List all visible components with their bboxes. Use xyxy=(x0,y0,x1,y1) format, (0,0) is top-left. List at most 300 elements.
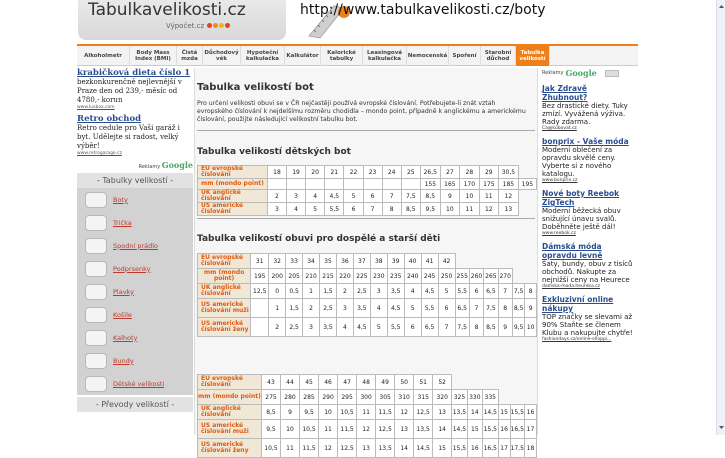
table-cell: 8 xyxy=(498,299,512,318)
table-cell: 10,5 xyxy=(299,420,318,439)
clothing-icon xyxy=(85,238,107,254)
adult-size-table-2 xyxy=(197,374,537,458)
reklamy-label-right: Reklamy xyxy=(542,70,564,76)
table-cell: 5,5 xyxy=(421,299,438,318)
nav-item-2[interactable]: Čistá mzda xyxy=(177,46,203,66)
right-ad-title[interactable]: Nové boty Reebok ZigTech xyxy=(542,189,620,207)
table-cell: 51 xyxy=(414,375,433,390)
table-cell: 260 xyxy=(469,269,483,284)
table-cell: 39 xyxy=(387,254,404,269)
sidebar-item-label: Kalhoty xyxy=(113,333,138,342)
left-sidebar xyxy=(77,68,193,435)
nav-item-0[interactable]: Alkoholmetr xyxy=(77,46,130,66)
table-cell: 8,5 xyxy=(512,299,524,318)
nav-item-8[interactable]: Nemocenská xyxy=(407,46,449,66)
table-cell: 16 xyxy=(524,405,536,420)
sidebar-item-0[interactable] xyxy=(77,188,193,211)
right-ads-list xyxy=(542,84,634,342)
table-cell xyxy=(382,179,401,190)
table-cell: 12 xyxy=(499,190,519,203)
table-cell: 8,5 xyxy=(401,203,420,216)
table-cell: 13 xyxy=(433,405,452,420)
table-cell: 15 xyxy=(498,405,510,420)
table-row xyxy=(198,318,537,337)
table-cell: 185 xyxy=(499,179,519,190)
table-cell: 15 xyxy=(467,420,482,439)
table-cell: 13,5 xyxy=(375,439,394,458)
sidebar-item-3[interactable] xyxy=(77,257,193,280)
table-cell: 23 xyxy=(363,166,382,179)
table-cell: 8,5 xyxy=(420,190,440,203)
table-cell: 215 xyxy=(320,269,337,284)
left-ad-text: bezkonkurenčně nejlevnější v Praze den od 239,- měsíc od 4780,- korun xyxy=(77,78,182,104)
table-row xyxy=(198,375,537,390)
table-cell: 9 xyxy=(525,299,537,318)
right-ad-title[interactable]: bonprix - Vaše móda xyxy=(542,137,629,146)
table-cell: 330 xyxy=(467,390,482,405)
table-cell: 10 xyxy=(440,203,459,216)
table-cell: 0,5 xyxy=(286,284,303,299)
table-cell: 4 xyxy=(287,203,306,216)
table-cell: 25 xyxy=(401,166,420,179)
table-cell: 6 xyxy=(438,299,455,318)
table-cell: 250 xyxy=(438,269,455,284)
table-cell: 17,5 xyxy=(510,439,524,458)
row-label: US americké číslování ženy xyxy=(198,439,262,458)
table-row xyxy=(198,179,537,190)
table-cell: 9 xyxy=(440,190,459,203)
table-row xyxy=(198,439,537,458)
table-cell: 18 xyxy=(524,439,536,458)
sidebar-item-label: Podprsenky xyxy=(113,264,151,273)
table-cell: 1 xyxy=(303,284,320,299)
sidebar-item-4[interactable] xyxy=(77,280,193,303)
table-cell: 3,5 xyxy=(353,299,370,318)
table-cell: 50 xyxy=(395,375,414,390)
sidebar-item-6[interactable] xyxy=(77,326,193,349)
table-cell: 10 xyxy=(460,190,479,203)
table-cell: 11 xyxy=(319,420,338,439)
table-cell: 7 xyxy=(498,284,512,299)
google-label-right: Google xyxy=(565,68,597,78)
table-cell: 47 xyxy=(337,375,356,390)
table-cell: 7 xyxy=(382,190,401,203)
table-cell: 13,5 xyxy=(452,405,468,420)
sidebar-item-label: Boty xyxy=(113,195,128,204)
table-cell: 3 xyxy=(336,299,353,318)
table-cell: 12 xyxy=(319,439,338,458)
row-label: UK anglické číslování xyxy=(198,284,251,299)
table-cell: 5,5 xyxy=(325,203,344,216)
sidebar-item-2[interactable] xyxy=(77,234,193,257)
table-cell: 10 xyxy=(525,318,537,337)
table-cell: 325 xyxy=(452,390,468,405)
table-cell: 9,5 xyxy=(261,420,280,439)
left-ad xyxy=(77,114,193,156)
table-cell: 6 xyxy=(363,190,382,203)
right-ad xyxy=(542,189,634,236)
right-ad-text: TOP značky se slevami až 90% Staňte se členem Klubu a nakupujte chytře! xyxy=(542,313,633,337)
sidebar-item-label: Trička xyxy=(113,218,132,227)
table-cell: 46 xyxy=(319,375,338,390)
table-cell: 14,5 xyxy=(452,420,468,439)
row-label: mm (mondo point) xyxy=(198,269,251,284)
table-cell xyxy=(251,299,269,318)
nav-item-7[interactable]: Leasingová kalkulačka xyxy=(363,46,407,66)
table-cell: 11 xyxy=(357,405,376,420)
table-cell: 315 xyxy=(414,390,433,405)
clothing-icon xyxy=(85,307,107,323)
table-cell: 170 xyxy=(460,179,479,190)
table-cell: 48 xyxy=(357,375,376,390)
right-ad-url[interactable]: Ca@kubovat.cz xyxy=(542,126,577,131)
row-label: EU evropské číslování xyxy=(198,375,262,390)
table-cell: 225 xyxy=(353,269,370,284)
right-ad-text: Moderní běžecká obuv snižující únavu svalů. Doběhněte ještě dál! xyxy=(542,207,621,231)
table-cell: 10,5 xyxy=(337,405,356,420)
sidebar-item-label: Dětské velikosti xyxy=(113,379,165,388)
clothing-icon xyxy=(85,284,107,300)
table-cell: 49 xyxy=(375,375,394,390)
table-cell: 0 xyxy=(269,284,286,299)
table-cell: 4,5 xyxy=(325,190,344,203)
table-cell: 5,5 xyxy=(455,284,469,299)
table-cell: 255 xyxy=(455,269,469,284)
table-cell: 8,5 xyxy=(484,318,498,337)
row-label: mm (mondo point) xyxy=(198,179,268,190)
table-row xyxy=(198,420,537,439)
row-label: UK anglické číslování xyxy=(198,405,262,420)
table-cell: 2,5 xyxy=(320,299,337,318)
table-cell: 17 xyxy=(524,420,536,439)
table-cell xyxy=(251,318,269,337)
sidebar-item-8[interactable] xyxy=(77,372,193,395)
table-cell: 24 xyxy=(382,166,401,179)
table-cell: 43 xyxy=(261,375,280,390)
table-cell: 32 xyxy=(269,254,286,269)
table-cell: 12 xyxy=(395,405,414,420)
table-cell: 9,5 xyxy=(420,203,440,216)
row-label: UK anglické číslování xyxy=(198,190,268,203)
nav-item-3[interactable]: Důchodový věk xyxy=(203,46,241,66)
table-cell: 230 xyxy=(370,269,387,284)
table-cell: 220 xyxy=(336,269,353,284)
sidebar-item-label: Spodní prádlo xyxy=(113,241,159,250)
page-title: Tabulka velikostí bot xyxy=(197,82,314,93)
table-cell: 20 xyxy=(306,166,325,179)
table-cell: 14,5 xyxy=(414,439,433,458)
table-cell: 4 xyxy=(336,318,353,337)
table-cell: 11 xyxy=(460,203,479,216)
table-cell: 320 xyxy=(433,390,452,405)
table-cell: 165 xyxy=(440,179,459,190)
table-cell: 4 xyxy=(306,190,325,203)
table-cell: 11,5 xyxy=(337,420,356,439)
table-cell: 3 xyxy=(287,190,306,203)
table-cell: 18 xyxy=(267,166,286,179)
table-row xyxy=(198,390,537,405)
table-row xyxy=(198,269,537,284)
scroll-up-arrow-icon[interactable] xyxy=(718,3,725,10)
divider xyxy=(197,130,535,131)
table-cell: 37 xyxy=(353,254,370,269)
main-content xyxy=(194,68,538,454)
table-cell: 16,5 xyxy=(510,420,524,439)
table-cell: 155 xyxy=(420,179,440,190)
right-ad-url[interactable]: www.bonprix.cz xyxy=(542,178,578,183)
page-url: http://www.tabulkavelikosti.cz/boty xyxy=(300,2,546,18)
sidebar-item-7[interactable] xyxy=(77,349,193,372)
table-cell: 235 xyxy=(387,269,404,284)
nav-item-4[interactable]: Hypoteční kalkulačka xyxy=(241,46,285,66)
logo-text: Tabulkavelikosti.cz xyxy=(88,0,246,20)
left-ad xyxy=(77,68,193,110)
right-ad-title[interactable]: Exkluzivní online nákupy xyxy=(542,295,614,313)
nav-item-5[interactable]: Kalkulátor xyxy=(285,46,321,66)
table-cell: 335 xyxy=(482,390,498,405)
table-cell: 270 xyxy=(498,269,512,284)
table-cell: 4,5 xyxy=(353,318,370,337)
row-label: US americké číslování muži xyxy=(198,299,251,318)
right-ad-text: Bez drastické diety. Tuky zmizí. Vyvážená výživa. Rady zdarma. xyxy=(542,102,628,126)
row-label: mm (mondo point) xyxy=(198,390,262,405)
right-ad-url[interactable]: fashiondays.cz/online-shoppi... xyxy=(542,337,612,342)
table-cell: 195 xyxy=(251,269,269,284)
table-cell: 2 xyxy=(336,284,353,299)
table-cell: 7,5 xyxy=(455,318,469,337)
sidebar-item-5[interactable] xyxy=(77,303,193,326)
left-ad-title[interactable]: krabičková dieta číslo 1 xyxy=(77,68,191,78)
table-cell: 7 xyxy=(469,299,483,318)
nav-item-11[interactable]: Tabulka velikostí xyxy=(516,46,550,66)
table-cell: 11 xyxy=(281,439,300,458)
row-label: EU evropské číslování xyxy=(198,254,251,269)
table-cell: 8,5 xyxy=(261,405,280,420)
clothing-icon xyxy=(85,330,107,346)
table-cell: 240 xyxy=(404,269,421,284)
table-cell: 26,5 xyxy=(420,166,440,179)
table-cell: 30,5 xyxy=(499,166,519,179)
right-ad-text: Šaty, bundy, obuv z tisíců obchodů. Nakupte za nejnižší ceny na Heurece xyxy=(542,260,633,284)
left-ad-url[interactable]: www.lusbox.com xyxy=(77,105,115,110)
table-cell: 3 xyxy=(303,318,320,337)
nav-item-9[interactable]: Spoření xyxy=(449,46,481,66)
table-cell: 12,5 xyxy=(414,405,433,420)
nav-item-6[interactable]: Kalorické tabulky xyxy=(321,46,363,66)
table-cell: 310 xyxy=(395,390,414,405)
left-ad-block xyxy=(77,68,193,156)
right-ad xyxy=(542,295,634,342)
table-cell: 28 xyxy=(460,166,479,179)
left-ad-url[interactable]: www.retrogarage.cz xyxy=(77,151,122,156)
table-cell: 8 xyxy=(382,203,401,216)
table-cell xyxy=(306,179,325,190)
table-cell: 12,5 xyxy=(251,284,269,299)
table-cell: 8 xyxy=(469,318,483,337)
table-cell: 52 xyxy=(433,375,452,390)
table-cell: 21 xyxy=(325,166,344,179)
table-cell: 10 xyxy=(281,420,300,439)
table-cell: 17 xyxy=(498,439,510,458)
ads-by-google[interactable] xyxy=(77,160,193,170)
table-cell: 12,5 xyxy=(375,420,394,439)
row-label: US americké číslování xyxy=(198,203,268,216)
conversions-section-heading: - Převody velikostí - xyxy=(77,397,193,412)
table-cell: 265 xyxy=(484,269,498,284)
table-cell: 175 xyxy=(479,179,498,190)
table-cell: 13 xyxy=(357,439,376,458)
table-cell: 13 xyxy=(499,203,519,216)
row-label: EU evropské číslování xyxy=(198,166,268,179)
table-cell: 15,5 xyxy=(482,420,498,439)
table-cell: 10 xyxy=(319,405,338,420)
table-cell: 5 xyxy=(370,318,387,337)
right-ad xyxy=(542,84,634,131)
table-cell: 5 xyxy=(306,203,325,216)
table-cell: 45 xyxy=(299,375,318,390)
reklamy-label: Reklamy xyxy=(138,164,161,170)
scroll-down-arrow-icon[interactable] xyxy=(718,424,725,431)
table-cell: 16 xyxy=(467,439,482,458)
site-header xyxy=(0,0,725,44)
table-cell: 38 xyxy=(370,254,387,269)
table-cell: 14 xyxy=(467,405,482,420)
clothing-icon xyxy=(85,215,107,231)
table-row xyxy=(198,405,537,420)
table-cell: 6,5 xyxy=(484,284,498,299)
table-cell: 2,5 xyxy=(353,284,370,299)
right-ad xyxy=(542,137,634,183)
table-cell: 210 xyxy=(303,269,320,284)
table-cell: 5,5 xyxy=(387,318,404,337)
table-cell: 290 xyxy=(319,390,338,405)
ad-nav-arrows-icon[interactable] xyxy=(605,70,619,77)
table-cell: 6 xyxy=(344,203,363,216)
table-cell: 1,5 xyxy=(320,284,337,299)
nav-item-10[interactable]: Starobní důchod xyxy=(481,46,516,66)
table-cell: 42 xyxy=(438,254,455,269)
table-cell: 27 xyxy=(440,166,459,179)
table-cell: 13,5 xyxy=(414,420,433,439)
table-cell: 33 xyxy=(286,254,303,269)
right-ad-text: Moderní oblečení za opravdu skvělé ceny. Vyberte si z nového katalogu. xyxy=(542,146,616,178)
row-label: US americké číslování ženy xyxy=(198,318,251,337)
logo-subtitle-text: Výpočet.cz xyxy=(166,22,205,30)
sidebar-item-label: Košile xyxy=(113,310,132,319)
table-cell: 31 xyxy=(251,254,269,269)
google-label: Google xyxy=(161,160,193,170)
table-cell: 5 xyxy=(344,190,363,203)
table-cell: 2 xyxy=(303,299,320,318)
table-cell: 205 xyxy=(286,269,303,284)
right-ad xyxy=(542,242,634,289)
table-cell: 245 xyxy=(421,269,438,284)
table-cell: 300 xyxy=(357,390,376,405)
top-navigation xyxy=(77,44,638,66)
nav-item-1[interactable]: Body Mass Index (BMI) xyxy=(130,46,177,66)
row-label: US americké číslování muži xyxy=(198,420,262,439)
logo[interactable] xyxy=(78,0,286,40)
table-row xyxy=(198,254,537,269)
table-cell: 2 xyxy=(267,190,286,203)
table-cell: 9,5 xyxy=(299,405,318,420)
table-cell: 14,5 xyxy=(482,405,498,420)
table-cell: 12,5 xyxy=(337,439,356,458)
table-cell: 16 xyxy=(498,420,510,439)
table-row xyxy=(198,203,537,216)
table-row xyxy=(198,284,537,299)
clothing-icon xyxy=(85,353,107,369)
kids-table-title: Tabulka velikostí dětských bot xyxy=(197,147,351,157)
divider xyxy=(197,218,535,219)
table-cell: 12 xyxy=(357,420,376,439)
table-cell xyxy=(267,179,286,190)
table-cell: 29 xyxy=(479,166,498,179)
adult-size-table-1 xyxy=(197,253,537,337)
vertical-scrollbar[interactable] xyxy=(716,0,725,435)
table-cell: 6,5 xyxy=(421,318,438,337)
left-ad-title[interactable]: Retro obchod xyxy=(77,114,142,124)
right-ad-url[interactable]: www.reebok.cz xyxy=(542,231,576,236)
table-cell: 9 xyxy=(281,405,300,420)
table-cell: 7 xyxy=(438,318,455,337)
table-cell: 4 xyxy=(404,284,421,299)
right-ad-title[interactable]: Dámská móda opravdu levně xyxy=(542,242,603,260)
table-cell xyxy=(401,179,420,190)
table-cell: 41 xyxy=(421,254,438,269)
table-row xyxy=(198,299,537,318)
table-cell: 7,5 xyxy=(484,299,498,318)
table-cell: 36 xyxy=(336,254,353,269)
logo-subtitle xyxy=(166,22,230,30)
ads-by-google-right[interactable] xyxy=(542,68,634,78)
table-cell: 2,5 xyxy=(286,318,303,337)
table-cell: 6,5 xyxy=(455,299,469,318)
table-cell: 9,5 xyxy=(512,318,524,337)
table-cell: 14 xyxy=(433,420,452,439)
table-cell: 4 xyxy=(370,299,387,318)
table-cell: 6 xyxy=(469,284,483,299)
table-row xyxy=(198,166,537,179)
table-cell: 295 xyxy=(337,390,356,405)
table-cell: 19 xyxy=(287,166,306,179)
table-cell: 10,5 xyxy=(261,439,280,458)
table-cell: 275 xyxy=(261,390,280,405)
table-cell: 22 xyxy=(344,166,363,179)
table-cell: 11,5 xyxy=(299,439,318,458)
table-cell: 3,5 xyxy=(387,284,404,299)
right-ad-title[interactable]: Jak Zdravě Zhubnout? xyxy=(542,84,588,102)
sizes-list xyxy=(77,188,193,395)
table-cell: 11 xyxy=(479,190,498,203)
table-cell: 15 xyxy=(433,439,452,458)
table-cell: 7,5 xyxy=(512,284,524,299)
table-cell: 7,5 xyxy=(401,190,420,203)
sizes-section-heading: - Tabulky velikostí - xyxy=(77,173,193,188)
sidebar-item-1[interactable] xyxy=(77,211,193,234)
table-cell: 3,5 xyxy=(320,318,337,337)
table-cell: 35 xyxy=(320,254,337,269)
table-cell xyxy=(363,179,382,190)
right-ad-url[interactable]: damska-moda.heureka.cz xyxy=(542,284,600,289)
table-cell: 6 xyxy=(404,318,421,337)
adult-table-title: Tabulka velikostí obuvi pro dospělé a starší děti xyxy=(197,234,441,244)
table-cell xyxy=(344,179,363,190)
left-ad-text: Retro cedule pro Vaši garáž i byt. Udělejte si radost, velký výběr! xyxy=(77,124,180,150)
table-cell: 3 xyxy=(370,284,387,299)
table-cell: 9 xyxy=(498,318,512,337)
table-cell: 11,5 xyxy=(375,405,394,420)
